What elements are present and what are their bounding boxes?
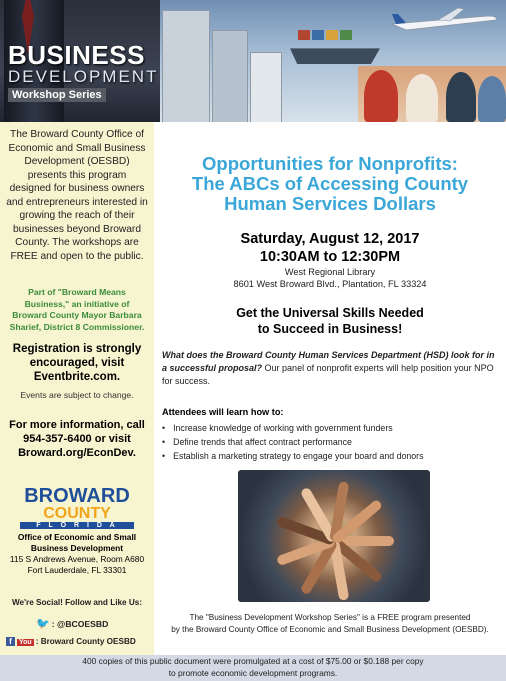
sidebar-intro: The Broward County Office of Economic and Small Business Development (OESBD) presents this program designed for business owners and entrepreneurs interested in growing the reach of their businesses beyond Broward County. The workshops are FREE and open to the public. [6, 129, 148, 262]
event-venue [154, 266, 506, 290]
skills-headline [154, 305, 506, 337]
logo-state: F L O R I D A [20, 522, 134, 529]
facebook-label: : Broward County OESBD [35, 637, 136, 646]
sidebar-part-of: Part of "Broward Means Business," an initiative of Broward County Mayor Barbara Sharief, District 8 Commissioner. [9, 287, 145, 332]
building-image [250, 52, 282, 122]
series-footer-line: by the Broward County Office of Economic and Small Business Development (OESBD). [171, 624, 489, 634]
brand-line-business: BUSINESS [8, 40, 145, 70]
youtube-icon: You [19, 639, 32, 646]
brand-line-development: DEVELOPMENT [8, 67, 159, 86]
main-content [154, 122, 506, 655]
cost-disclosure-bar [0, 655, 506, 681]
broward-county-logo [20, 487, 134, 527]
series-footer-line: The "Business Development Workshop Series" is a FREE program presented [189, 613, 471, 622]
business-people-image [358, 66, 506, 122]
series-brand [8, 42, 158, 103]
container-shape [298, 30, 310, 40]
event-date: Saturday, August 12, 2017 [240, 231, 420, 247]
office-address-line2: Fort Lauderdale, FL 33301 [27, 565, 127, 575]
venue-address: 8601 West Broward Blvd., Plantation, FL 33324 [233, 279, 427, 289]
facebook-youtube-link[interactable] [6, 637, 136, 646]
logo-word: BROWARD [24, 485, 130, 507]
learning-bullet: • Define trends that affect contract performance [162, 436, 492, 448]
title-line: The ABCs of Accessing County [191, 173, 469, 194]
series-footer [154, 612, 506, 635]
event-datetime [154, 230, 506, 266]
office-address-line1: 115 S Andrews Avenue, Room A680 [9, 554, 145, 564]
social-heading: We're Social! Follow and Like Us: [11, 598, 143, 607]
learning-bullet: • Establish a marketing strategy to engage your board and donors [162, 450, 492, 462]
cargo-ship-image [290, 38, 380, 64]
person-figure [406, 74, 438, 122]
twitter-link[interactable] [36, 617, 108, 630]
container-shape [312, 30, 324, 40]
hands-together-photo [238, 470, 430, 602]
event-time: 10:30AM to 12:30PM [259, 249, 401, 265]
person-figure [364, 70, 398, 122]
brand-line-workshop-series: Workshop Series [8, 88, 106, 102]
building-image [162, 10, 210, 122]
title-line: Human Services Dollars [224, 193, 436, 214]
attendees-heading: Attendees will learn how to: [162, 407, 284, 417]
office-address [6, 532, 148, 576]
office-name: Office of Economic and Small Business Development [17, 532, 137, 553]
person-figure [446, 72, 476, 122]
event-title [154, 154, 506, 214]
description-question: What does the Broward County Human Services Department (HSD) look for in a successful proposal? [162, 350, 495, 373]
events-note: Events are subject to change. [20, 390, 134, 400]
twitter-bird-icon: 🐦 [36, 618, 50, 630]
skills-line: to Succeed in Business! [257, 322, 403, 336]
building-image [212, 30, 248, 122]
cost-line: 400 copies of this public document were promulgated at a cost of $75.00 or $0.188 per copy [82, 656, 424, 666]
airplane-icon [388, 6, 500, 36]
container-shape [340, 30, 352, 40]
title-line: Opportunities for Nonprofits: [202, 153, 458, 174]
registration-note: Registration is strongly encouraged, visit Eventbrite.com. [12, 343, 142, 383]
container-shape [326, 30, 338, 40]
cost-line: to promote economic development programs. [168, 668, 338, 678]
facebook-icon: f [6, 637, 15, 646]
skills-line: Get the Universal Skills Needed [236, 306, 424, 320]
person-figure [478, 76, 506, 122]
header-banner [0, 0, 506, 122]
more-info: For more information, call 954-357-6400 or visit Broward.org/EconDev. [9, 419, 145, 459]
description-rest: Our panel of nonprofit experts will help position your NPO for success. [162, 363, 494, 386]
logo-county: COUNTY [43, 505, 111, 522]
venue-name: West Regional Library [284, 267, 376, 277]
learning-bullet: • Increase knowledge of working with government funders [162, 422, 492, 434]
sidebar [0, 122, 154, 655]
twitter-handle: : @BCOESBD [51, 619, 109, 629]
event-description [162, 349, 502, 388]
